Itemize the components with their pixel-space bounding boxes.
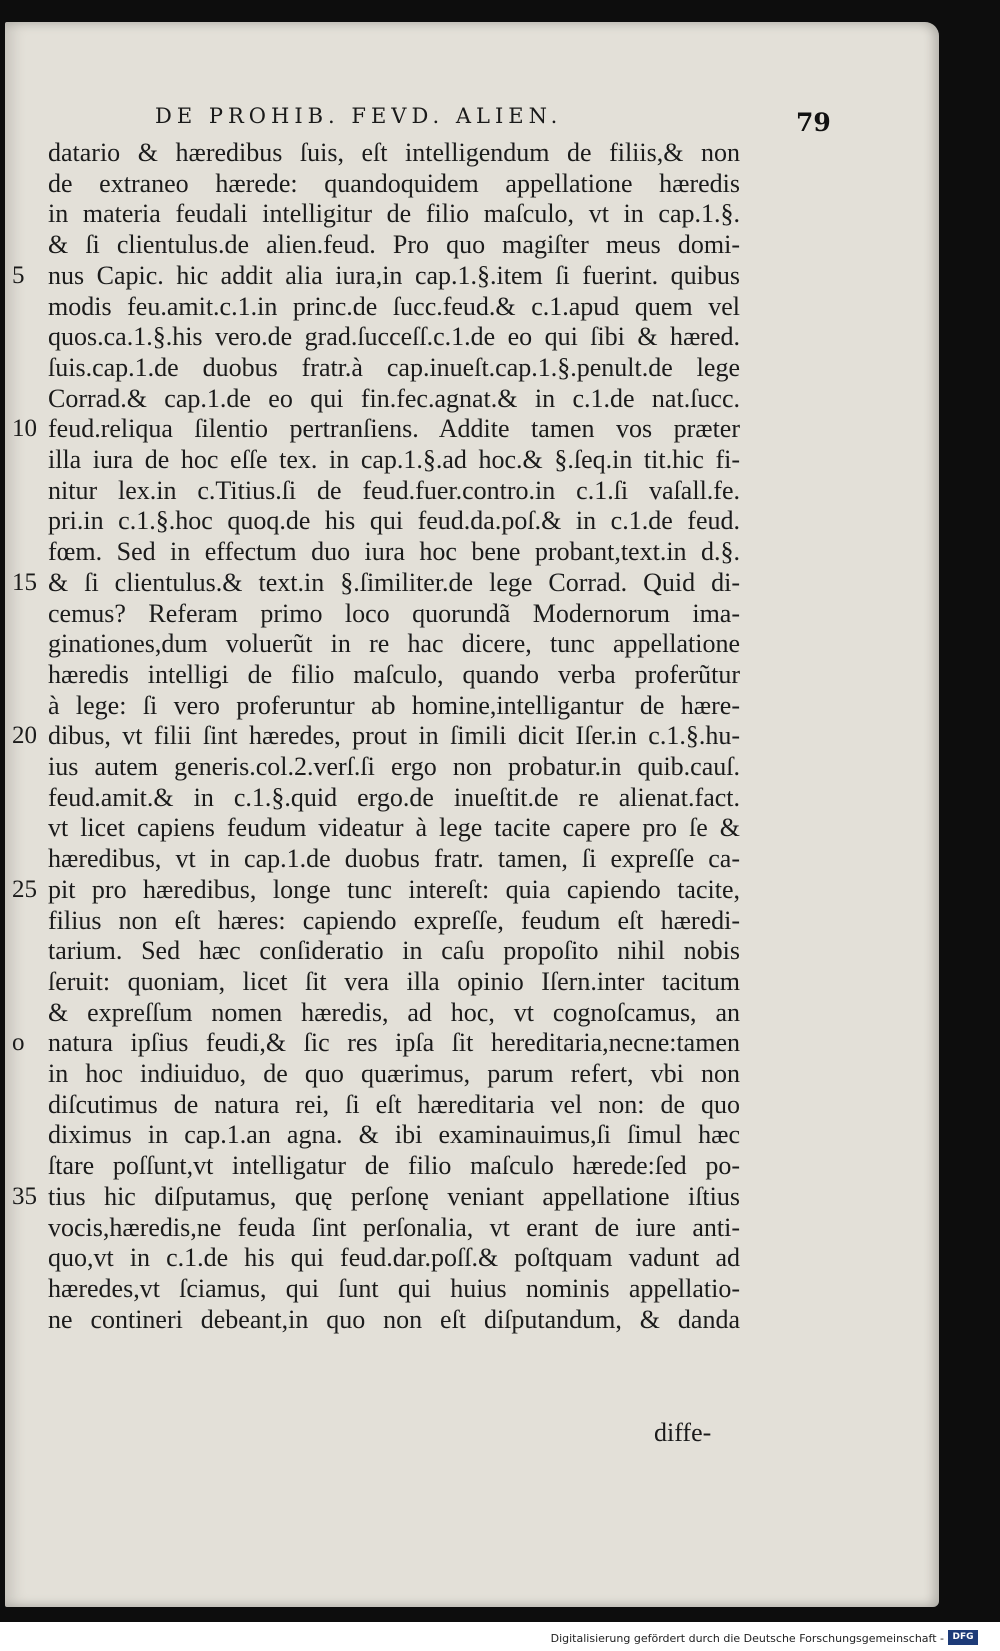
text-line: natura ipſius feudi,& ſic res ipſa ſit hereditaria,necne:tamen (48, 1028, 740, 1058)
margin-line-number: 10 (12, 415, 37, 443)
text-line: & ſi clientulus.& text.in §.ſimiliter.de lege Corrad. Quid di- (48, 567, 740, 597)
dfg-logo: DFG (948, 1630, 978, 1645)
text-line: pit pro hæredibus, longe tunc intereſt: quia capiendo tacite, (48, 874, 740, 904)
text-line: modis feu.amit.c.1.in princ.de ſucc.feud.& c.1.apud quem vel (48, 291, 740, 321)
text-line: filius non eſt hæres: capiendo expreſſe, feudum eſt hæredi- (48, 905, 740, 935)
text-line: in materia feudali intelligitur de filio maſculo, vt in cap.1.§. (48, 199, 740, 229)
text-line: ſtare poſſunt,vt intelligatur de filio maſculo hærede:ſed po- (48, 1151, 740, 1181)
text-line: nitur lex.in c.Titius.ſi de feud.fuer.contro.in c.1.ſi vaſall.fe. (48, 475, 740, 505)
text-line: quo,vt in c.1.de his qui feud.dar.poſſ.& poſtquam vadunt ad (48, 1243, 740, 1273)
text-line: vocis,hæredis,ne feuda ſint perſonalia, vt erant de iure anti- (48, 1212, 740, 1242)
text-line: vt licet capiens feudum videatur à lege tacite capere pro ſe & (48, 813, 740, 843)
text-line: feud.reliqua ſilentio pertranſiens. Addite tamen vos præter (48, 414, 740, 444)
margin-line-number: 35 (12, 1182, 37, 1210)
text-line: fœm. Sed in effectum duo iura hoc bene probant,text.in d.§. (48, 537, 740, 567)
text-line: dibus, vt filii ſint hæredes, prout in ſimili dicit Iſer.in c.1.§.hu- (48, 721, 740, 751)
text-line: quos.ca.1.§.his vero.de grad.ſucceſſ.c.1.de eo qui ſibi & hæred. (48, 322, 740, 352)
funding-notice: Digitalisierung gefördert durch die Deutsche Forschungsgemeinschaft - (550, 1632, 944, 1645)
text-line: illa iura de hoc eſſe tex. in cap.1.§.ad hoc.& §.ſeq.in tit.hic fi- (48, 445, 740, 474)
text-line: Corrad.& cap.1.de eo qui fin.fec.agnat.& in c.1.de nat.ſucc. (48, 383, 740, 413)
text-line: de extraneo hærede: quandoquidem appellatione hæredis (48, 168, 740, 198)
running-head: DE PROHIB. FEVD. ALIEN. (155, 104, 563, 128)
text-line: pri.in c.1.§.hoc quoq.de his qui feud.da.poſ.& in c.1.de feud. (48, 506, 740, 536)
margin-line-number: 15 (12, 568, 37, 596)
text-line: hæredibus, vt in cap.1.de duobus fratr. tamen, ſi expreſſe ca- (48, 844, 740, 874)
text-line: ſeruit: quoniam, licet ſit vera illa opinio Iſern.inter tacitum (48, 966, 740, 996)
text-line: cemus? Referam primo loco quorundã Modernorum ima- (48, 598, 740, 628)
text-line: ne contineri debeant,in quo non eſt diſputandum, & danda (48, 1304, 740, 1334)
text-line: & ſi clientulus.de alien.feud. Pro quo magiſter meus domi- (48, 230, 740, 260)
margin-line-number: 20 (12, 722, 37, 750)
text-line: hæredis intelligi de filio maſculo, quando verba proferũtur (48, 659, 740, 689)
text-line: tius hic diſputamus, quę perſonę veniant appellatione iſtius (48, 1181, 740, 1211)
text-line: diſcutimus de natura rei, ſi eſt hæreditaria vel non: de quo (48, 1089, 740, 1119)
text-line: ſuis.cap.1.de duobus fratr.à cap.inueſt.cap.1.§.penult.de lege (48, 352, 740, 382)
margin-line-number: 5 (12, 261, 25, 289)
page-number: 79 (796, 108, 831, 137)
text-line: in hoc indiuiduo, de quo quærimus, parum refert, vbi non (48, 1059, 740, 1088)
text-line: ginationes,dum voluerũt in re hac dicere, tunc appellatione (48, 629, 740, 659)
catchword: diffe- (654, 1418, 712, 1447)
text-line: nus Capic. hic addit alia iura,in cap.1.§.item ſi fuerint. quibus (48, 260, 740, 290)
text-line: datario & hæredibus ſuis, eſt intelligendum de filiis,& non (48, 138, 740, 167)
text-line: hæredes,vt ſciamus, qui ſunt qui huius nominis appellatio- (48, 1273, 740, 1303)
text-line: feud.amit.& in c.1.§.quid ergo.de inueſtit.de re alienat.fact. (48, 782, 740, 812)
margin-line-number: o (12, 1029, 25, 1057)
text-line: à lege: ſi vero proferuntur ab homine,intelligantur de hære- (48, 690, 740, 720)
margin-line-number: 25 (12, 875, 37, 903)
text-line: tarium. Sed hæc conſideratio in caſu propoſito nihil nobis (48, 936, 740, 966)
text-line: diximus in cap.1.an agna. & ibi examinauimus,ſi ſimul hæc (48, 1120, 740, 1150)
text-line: ius autem generis.col.2.verſ.ſi ergo non probatur.in quib.cauſ. (48, 752, 740, 781)
text-line: & expreſſum nomen hæredis, ad hoc, vt cognoſcamus, an (48, 997, 740, 1027)
